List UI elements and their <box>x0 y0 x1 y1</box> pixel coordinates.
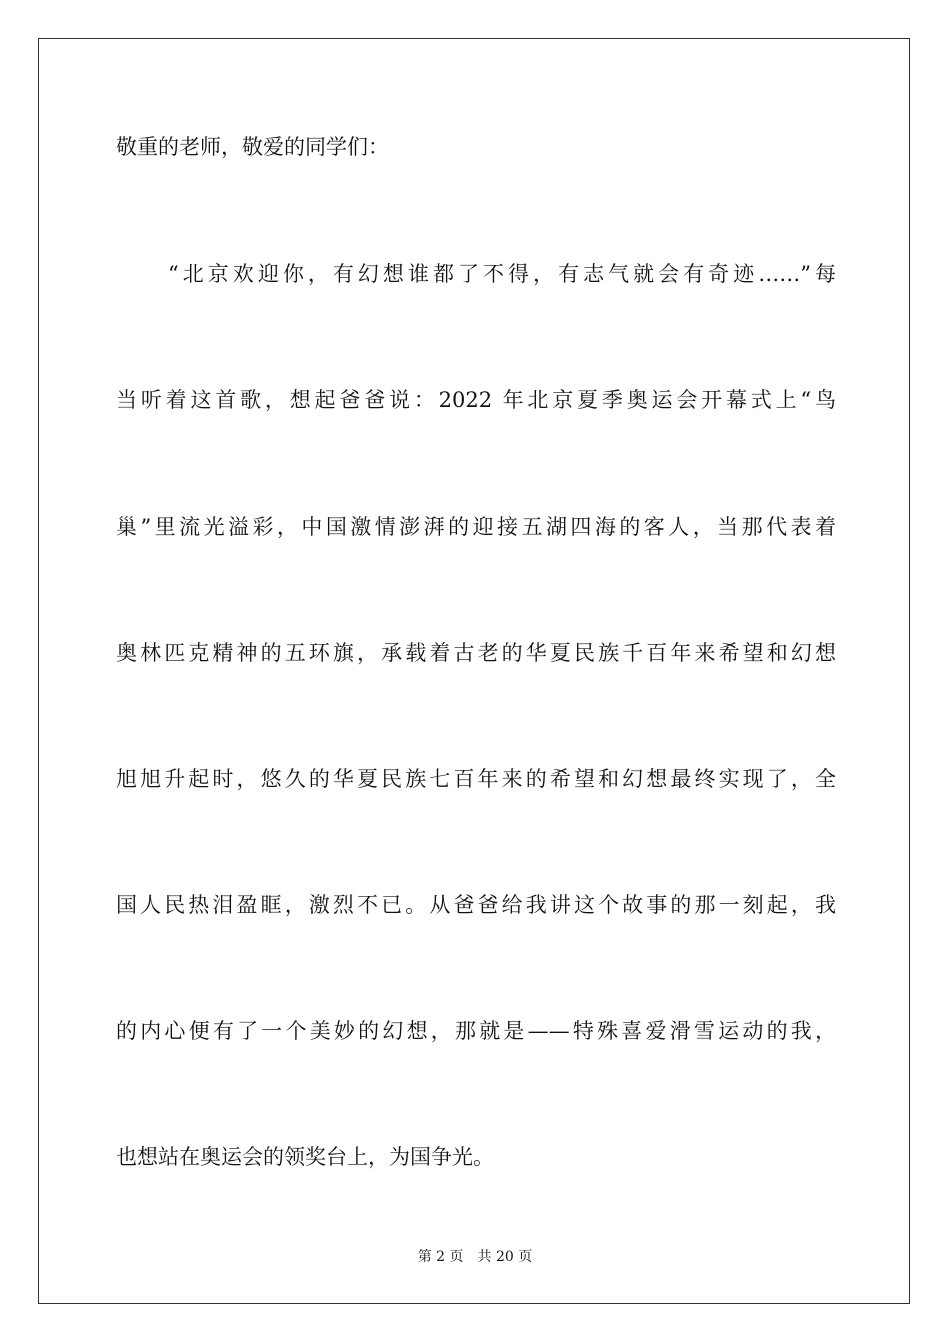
total-pages-label: 共 20 页 <box>477 1249 533 1265</box>
paragraph-line: 奥林匹克精神的五环旗，承载着古老的华夏民族千百年来希望和幻想 <box>116 641 836 665</box>
page-footer <box>0 1248 950 1266</box>
paragraph-line: 国人民热泪盈眶，激烈不已。从爸爸给我讲这个故事的那一刻起，我 <box>116 893 836 917</box>
page-border <box>38 38 910 1304</box>
paragraph-line: 当听着这首歌，想起爸爸说：2022 年北京夏季奥运会开幕式上“鸟 <box>116 388 836 412</box>
paragraph-line: 也想站在奥运会的领奖台上，为国争光。 <box>116 1145 494 1169</box>
current-page-label: 第 2 页 <box>417 1249 464 1265</box>
paragraph-line: “北京欢迎你，有幻想谁都了不得，有志气就会有奇迹……”每 <box>168 262 836 286</box>
salutation: 敬重的老师，敬爱的同学们： <box>116 135 389 159</box>
paragraph-line: 旭旭升起时，悠久的华夏民族七百年来的希望和幻想最终实现了，全 <box>116 767 836 791</box>
paragraph-line: 巢”里流光溢彩，中国激情澎湃的迎接五湖四海的客人，当那代表着 <box>116 515 836 539</box>
paragraph-line: 的内心便有了一个美妙的幻想，那就是——特殊喜爱滑雪运动的我， <box>116 1019 836 1043</box>
